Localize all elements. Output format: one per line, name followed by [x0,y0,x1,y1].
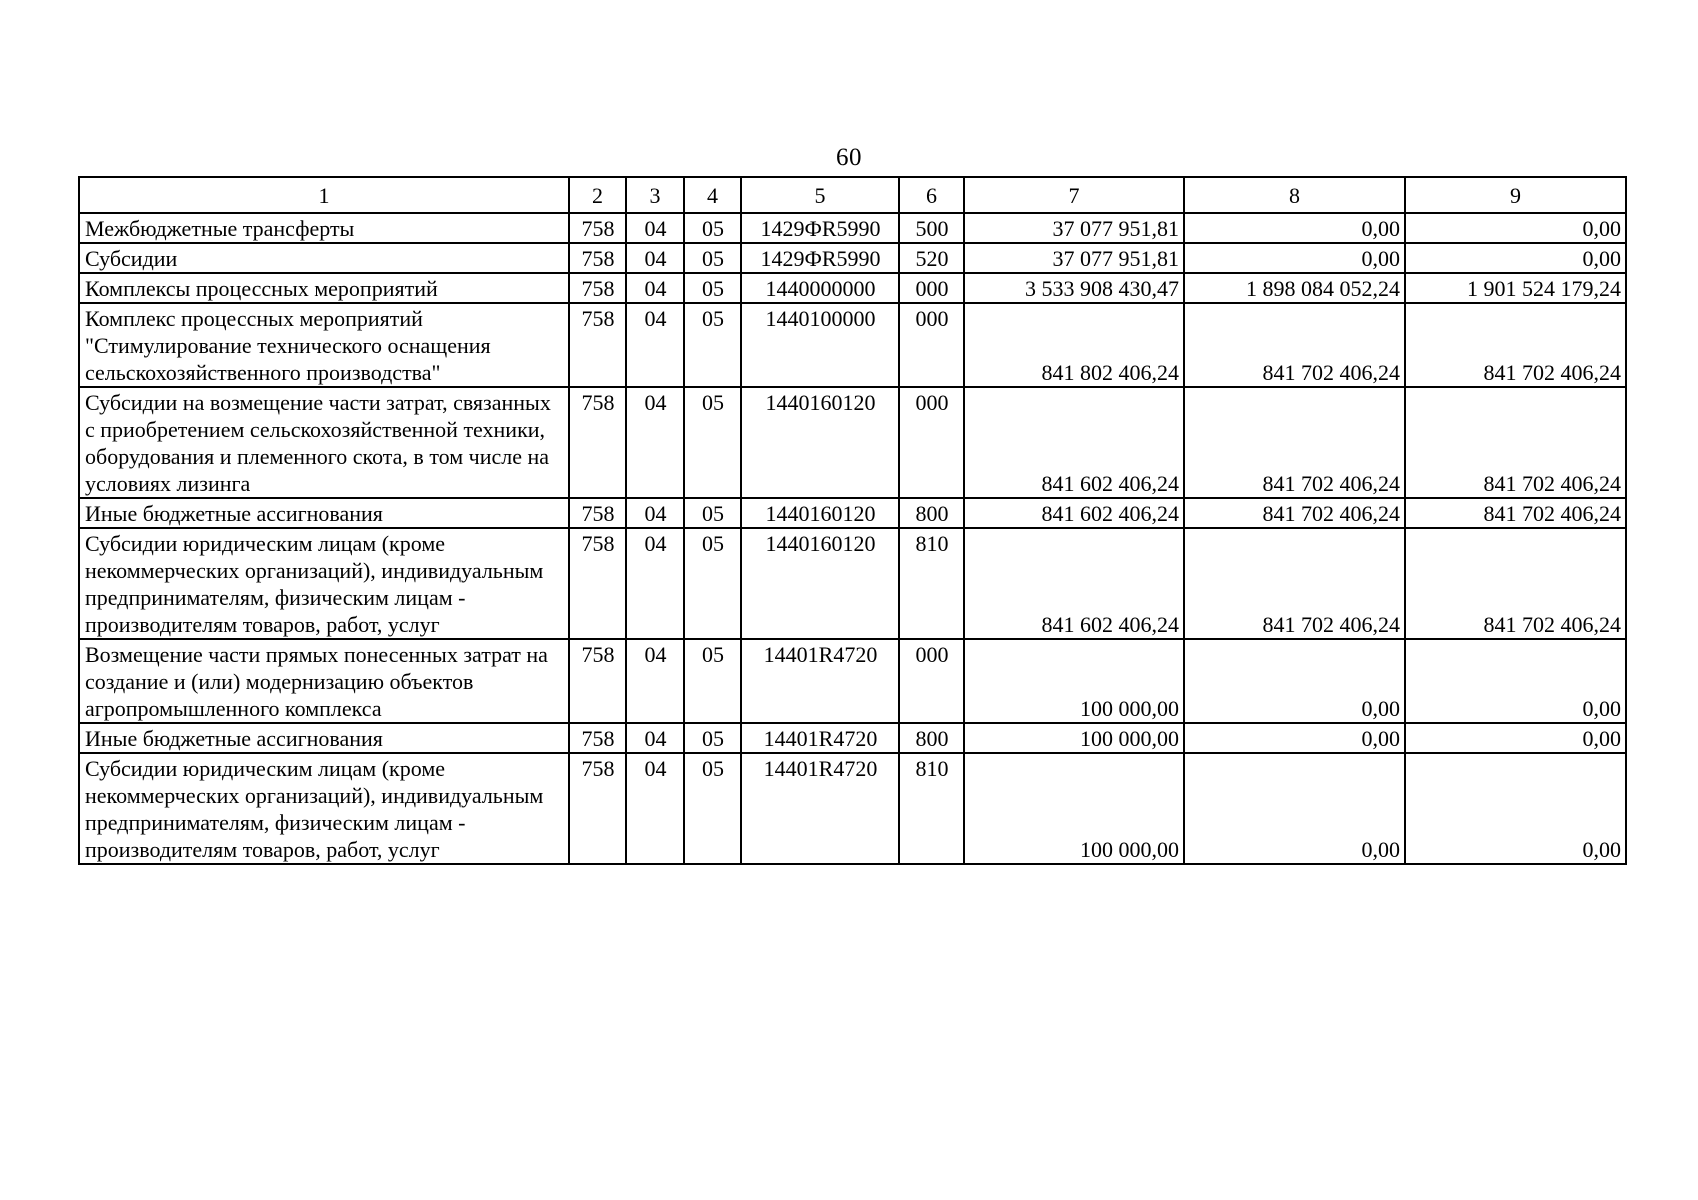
row-col-6: 800 [899,498,964,528]
row-col-3: 04 [626,303,684,387]
row-col-7: 37 077 951,81 [964,243,1184,273]
row-col-2: 758 [569,528,626,639]
row-col-7: 100 000,00 [964,639,1184,723]
row-col-8: 0,00 [1184,723,1405,753]
row-col-8: 841 702 406,24 [1184,303,1405,387]
row-col-4: 05 [684,213,741,243]
row-col-9: 841 702 406,24 [1405,303,1626,387]
table-row [79,273,1626,303]
row-col-4: 05 [684,273,741,303]
row-col-2: 758 [569,753,626,864]
row-col-2: 758 [569,723,626,753]
row-col-4: 05 [684,639,741,723]
table-row [79,528,1626,639]
row-col-6: 810 [899,528,964,639]
page-number: 60 [836,144,862,171]
row-name: Комплексы процессных мероприятий [79,273,569,303]
table-row [79,213,1626,243]
row-col-4: 05 [684,723,741,753]
row-col-4: 05 [684,243,741,273]
row-col-3: 04 [626,753,684,864]
row-col-2: 758 [569,303,626,387]
row-col-5: 14401R4720 [741,723,899,753]
row-col-7: 37 077 951,81 [964,213,1184,243]
table-row [79,243,1626,273]
row-col-3: 04 [626,723,684,753]
row-col-6: 000 [899,273,964,303]
row-col-7: 841 602 406,24 [964,498,1184,528]
row-col-5: 1440160120 [741,528,899,639]
row-col-9: 841 702 406,24 [1405,498,1626,528]
row-col-6: 000 [899,639,964,723]
row-col-5: 1440000000 [741,273,899,303]
row-name: Межбюджетные трансферты [79,213,569,243]
row-col-3: 04 [626,243,684,273]
row-col-5: 1440100000 [741,303,899,387]
row-name: Субсидии [79,243,569,273]
row-col-5: 1440160120 [741,387,899,498]
table-row [79,498,1626,528]
row-col-9: 0,00 [1405,243,1626,273]
row-col-5: 14401R4720 [741,753,899,864]
table-row [79,303,1626,387]
row-col-3: 04 [626,528,684,639]
row-col-6: 000 [899,303,964,387]
row-col-4: 05 [684,387,741,498]
row-col-7: 841 802 406,24 [964,303,1184,387]
row-col-2: 758 [569,498,626,528]
row-col-3: 04 [626,213,684,243]
header-col-9: 9 [1405,177,1626,213]
row-col-9: 0,00 [1405,723,1626,753]
row-name: Иные бюджетные ассигнования [79,723,569,753]
budget-table [78,176,1627,865]
row-col-9: 0,00 [1405,639,1626,723]
row-col-2: 758 [569,387,626,498]
row-col-2: 758 [569,243,626,273]
table-row [79,639,1626,723]
header-col-7: 7 [964,177,1184,213]
row-name: Субсидии юридическим лицам (кроме некоммерческих организаций), индивидуальным предпринимателям, физическим лицам - производителям товаров, работ, услуг [79,753,569,864]
row-col-5: 14401R4720 [741,639,899,723]
row-name: Иные бюджетные ассигнования [79,498,569,528]
row-name: Комплекс процессных мероприятий "Стимулирование технического оснащения сельскохозяйственного производства" [79,303,569,387]
row-col-8: 841 702 406,24 [1184,528,1405,639]
header-col-3: 3 [626,177,684,213]
header-col-4: 4 [684,177,741,213]
row-col-9: 0,00 [1405,753,1626,864]
row-col-9: 841 702 406,24 [1405,387,1626,498]
row-col-6: 500 [899,213,964,243]
row-col-8: 1 898 084 052,24 [1184,273,1405,303]
row-col-4: 05 [684,303,741,387]
row-name: Субсидии на возмещение части затрат, связанных с приобретением сельскохозяйственной техники, оборудования и племенного скота, в том числе на условиях лизинга [79,387,569,498]
row-name: Возмещение части прямых понесенных затрат на создание и (или) модернизацию объектов агропромышленного комплекса [79,639,569,723]
header-col-8: 8 [1184,177,1405,213]
row-col-8: 0,00 [1184,243,1405,273]
header-col-2: 2 [569,177,626,213]
row-col-3: 04 [626,387,684,498]
row-col-4: 05 [684,498,741,528]
row-col-8: 0,00 [1184,213,1405,243]
row-name: Субсидии юридическим лицам (кроме некоммерческих организаций), индивидуальным предпринимателям, физическим лицам - производителям товаров, работ, услуг [79,528,569,639]
row-col-5: 1440160120 [741,498,899,528]
row-col-3: 04 [626,498,684,528]
row-col-9: 0,00 [1405,213,1626,243]
table-row [79,387,1626,498]
row-col-8: 0,00 [1184,753,1405,864]
row-col-3: 04 [626,273,684,303]
row-col-2: 758 [569,639,626,723]
row-col-4: 05 [684,753,741,864]
row-col-6: 810 [899,753,964,864]
header-col-6: 6 [899,177,964,213]
table-row [79,723,1626,753]
header-row [79,177,1626,213]
row-col-2: 758 [569,273,626,303]
row-col-6: 520 [899,243,964,273]
row-col-6: 800 [899,723,964,753]
row-col-8: 841 702 406,24 [1184,498,1405,528]
header-col-1: 1 [79,177,569,213]
row-col-5: 1429ФR5990 [741,243,899,273]
row-col-9: 841 702 406,24 [1405,528,1626,639]
row-col-6: 000 [899,387,964,498]
row-col-8: 841 702 406,24 [1184,387,1405,498]
table-row [79,753,1626,864]
row-col-7: 841 602 406,24 [964,528,1184,639]
row-col-7: 3 533 908 430,47 [964,273,1184,303]
row-col-9: 1 901 524 179,24 [1405,273,1626,303]
row-col-3: 04 [626,639,684,723]
row-col-8: 0,00 [1184,639,1405,723]
row-col-4: 05 [684,528,741,639]
row-col-7: 100 000,00 [964,723,1184,753]
header-col-5: 5 [741,177,899,213]
row-col-7: 100 000,00 [964,753,1184,864]
row-col-5: 1429ФR5990 [741,213,899,243]
row-col-7: 841 602 406,24 [964,387,1184,498]
row-col-2: 758 [569,213,626,243]
